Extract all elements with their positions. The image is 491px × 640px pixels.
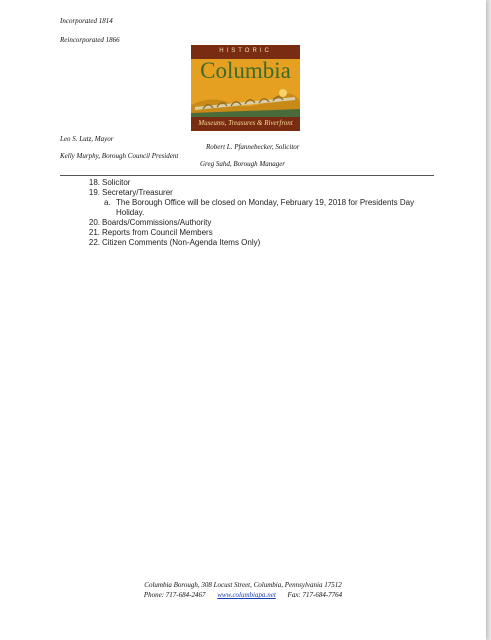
- agenda-item: [60, 238, 434, 248]
- agenda-item: [60, 218, 434, 228]
- agenda-item-text: Boards/Commissions/Authority: [102, 218, 212, 227]
- agenda-subitem: [60, 198, 434, 218]
- agenda-item: [60, 228, 434, 238]
- agenda-item-number: 22.: [88, 238, 100, 247]
- columbia-logo: [191, 45, 300, 131]
- agenda-item: [60, 188, 434, 198]
- logo-tagline: Museums, Treasures & Riverfront: [198, 119, 293, 127]
- agenda-item: [60, 178, 434, 188]
- agenda-item-text: Reports from Council Members: [102, 228, 213, 237]
- agenda-item-text: Secretary/Treasurer: [102, 188, 173, 197]
- logo-title: Columbia: [200, 58, 291, 83]
- page-footer: [0, 580, 486, 600]
- agenda-item-number: 20.: [88, 218, 100, 227]
- footer-fax: Fax: 717-684-7764: [287, 591, 343, 599]
- header-divider: [60, 175, 434, 176]
- agenda-item-number: 21.: [88, 228, 100, 237]
- logo-historic-text: HISTORIC: [219, 48, 272, 54]
- agenda-subitem-letter: a.: [104, 198, 111, 207]
- incorporated-text: Incorporated 1814: [60, 17, 113, 25]
- manager-text: Greg Sahd, Borough Manager: [200, 160, 286, 168]
- solicitor-text: Robert L. Pfannebecker, Solicitor: [206, 143, 300, 151]
- mayor-text: Leo S. Lutz, Mayor: [60, 135, 114, 143]
- footer-phone: Phone: 717-684-2467: [143, 591, 206, 599]
- agenda-item-number: 19.: [88, 188, 100, 197]
- footer-address: Columbia Borough, 308 Locust Street, Columbia, Pennsylvania 17512: [144, 581, 342, 589]
- agenda-item-text: Citizen Comments (Non-Agenda Items Only): [102, 238, 261, 247]
- agenda-item-text: Solicitor: [102, 178, 131, 187]
- reincorporated-text: Reincorporated 1866: [60, 36, 120, 44]
- council-president-text: Kelly Murphy, Borough Council President: [60, 152, 179, 160]
- bridge-illustration-icon: [191, 85, 300, 117]
- footer-contact: [0, 590, 486, 600]
- agenda-list: [60, 178, 434, 248]
- agenda-subitem-text: The Borough Office will be closed on Monday, February 19, 2018 for Presidents Day Holiday.: [116, 198, 415, 217]
- website-link[interactable]: www.columbiapa.net: [217, 591, 276, 599]
- agenda-item-number: 18.: [88, 178, 100, 187]
